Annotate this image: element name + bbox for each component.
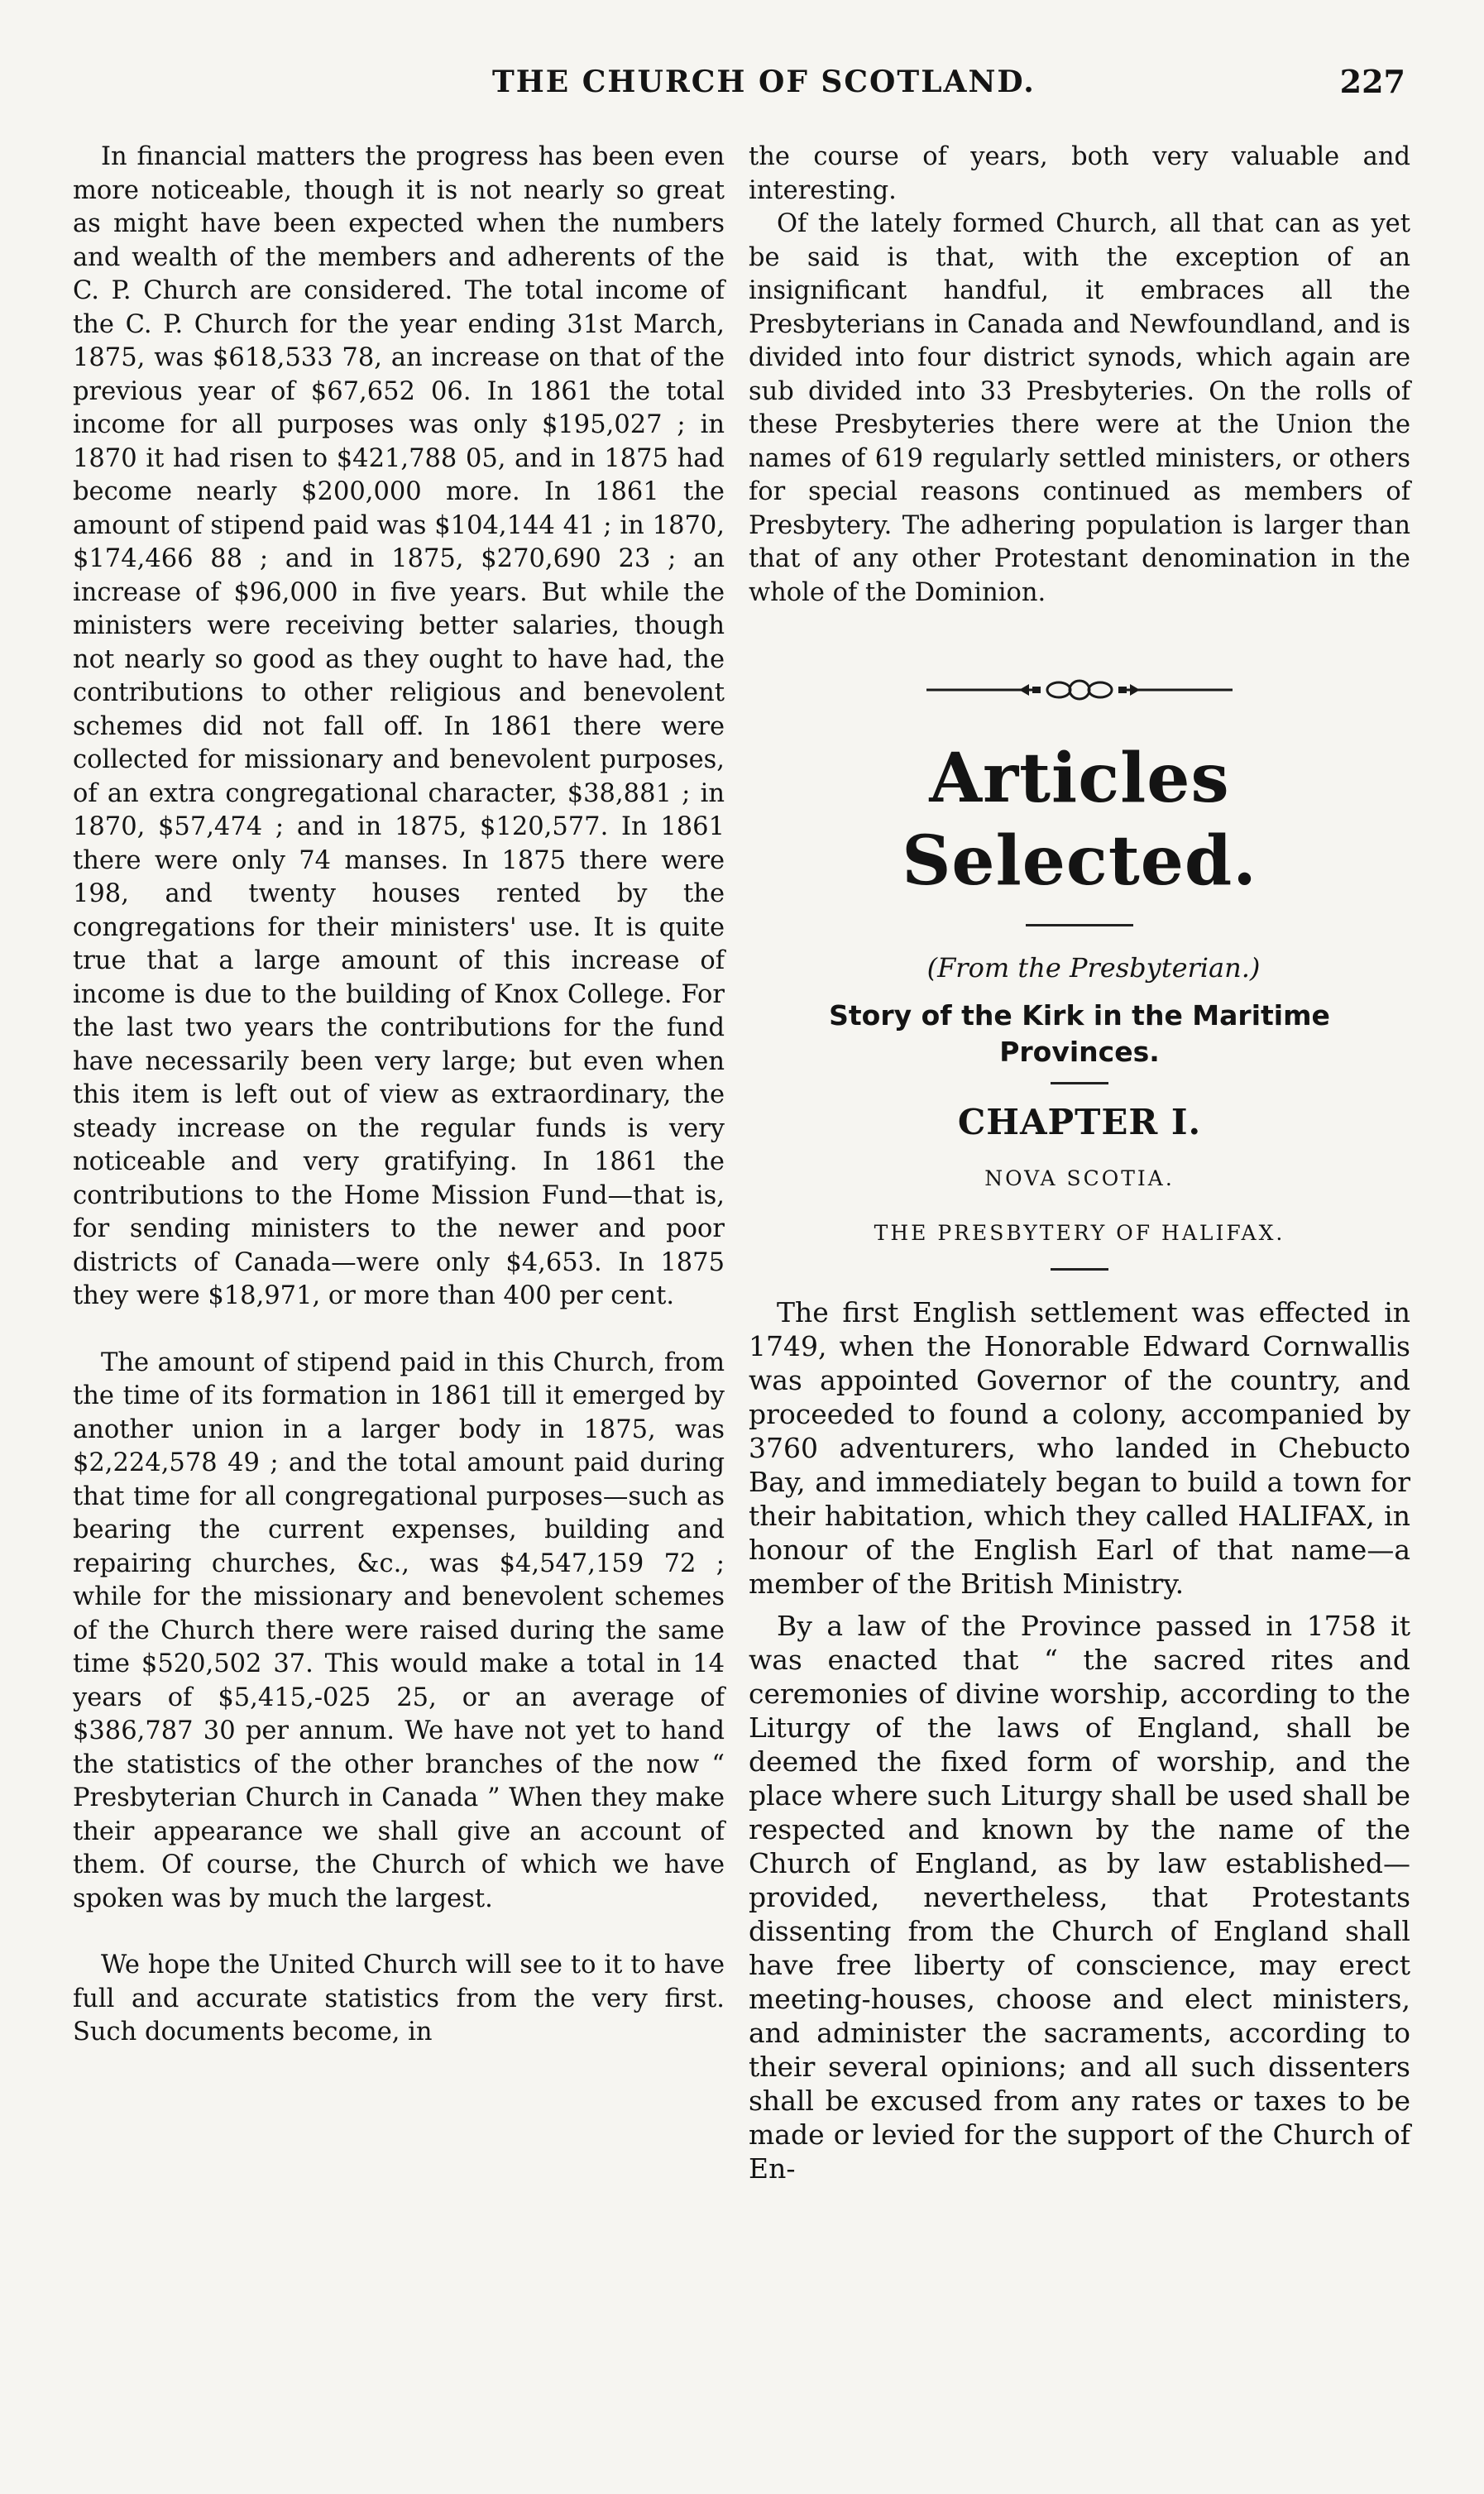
divider bbox=[1026, 924, 1133, 926]
running-title: THE CHURCH OF SCOTLAND. bbox=[492, 65, 1036, 99]
article-title: Story of the Kirk in the Maritime Provinces. bbox=[829, 999, 1330, 1068]
divider bbox=[1051, 1082, 1108, 1084]
source-note: (From the Presbyterian.) bbox=[926, 952, 1261, 984]
chapter-heading: CHAPTER I. bbox=[957, 1102, 1202, 1142]
paragraph: In financial matters the progress has been even more noticeable, though it is not nearly so great as might have been expected when the numbers and wealth of the members and adherents of the C. P. Church are considered. The total income of the C. P. Church for the year ending 31st March, 1875, was $618,533 78, an increase on that of the previous year of $67,652 06. In 1861 the total income for all purposes was only $195,027 ; in 1870 it had risen to $421,788 05, and in 1875 had become nearly $200,000 more. In 1861 the amount of stipend paid was $104,144 41 ; in 1870, $174,466 88 ; and in 1875, $270,690 23 ; an increase of $96,000 in five years. But while the ministers were receiving better salaries, though not nearly so good as they ought to have had, the contributions to other religious and benevolent schemes did not fall off. In 1861 there were collected for missionary and benevolent purposes, of an extra congregational character, $38,881 ; in 1870, $57,474 ; and in 1875, $120,577. In 1861 there were only 74 manses. In 1875 there were 198, and twenty houses rented by the congregations for their ministers' use. It is quite true that a large amount of this increase of income is due to the building of Knox College. For the last two years the contributions for the fund have necessarily been very large; but even when this item is left out of view as extraordinary, the steady increase on the regular funds is very noticeable and very gratifying. In 1861 the contributions to the Home Mission Fund—that is, for sending ministers to the newer and poor districts of Canada—were only $4,653. In 1875 they were $18,971, or more than 400 per cent. bbox=[73, 142, 725, 1310]
subheading-presbytery: THE PRESBYTERY OF HALIFAX. bbox=[874, 1221, 1285, 1245]
paragraph: We hope the United Church will see to it to have full and accurate statistics from the very first. Such documents become, in bbox=[73, 1951, 725, 2046]
paragraph: The amount of stipend paid in this Church, from the time of its formation in 1861 till it emerged by another union in a larger body in 1875, was $2,224,578 49 ; and the total amount paid during that time for all congregational purposes—such as bearing the current expenses, building and repairing churches, &c., was $4,547,159 72 ; while for the missionary and benevolent schemes of the Church there were raised during the same time $520,502 37. This would make a total in 14 years of $5,415,-025 25, or an average of $386,787 30 per annum. We have not yet to hand the statistics of the other branches of the now “ Presbyterian Church in Canada ” When they make their appearance we shall give an account of them. Of course, the Church of which we have spoken was by much the largest. bbox=[73, 1348, 725, 1913]
paragraph: The first English settlement was effected in 1749, when the Honorable Edward Cornwallis was appointed Governor of the country, and proceeded to found a colony, accompanied by 3760 adventurers, who landed in Chebucto Bay, and immediately began to build a town for their habitation, which they called HALIFAX, in honour of the English Earl of that name—a member of the British Ministry. bbox=[749, 1296, 1410, 1600]
ornamental-divider bbox=[749, 677, 1410, 702]
ornament-icon bbox=[926, 677, 1233, 702]
paragraph: Of the lately formed Church, all that can as yet be said is that, with the exception of an insignificant handful, it embraces all the Presbyterians in Canada and Newfoundland, and is divided into four district synods, which again are sub divided into 33 Presbyteries. On the rolls of these Presbyteries there were at the Union the names of 619 regularly settled ministers, or others for special reasons continued as members of Presbytery. The adhering population is larger than that of any other Protestant denomination in the whole of the Dominion. bbox=[749, 209, 1410, 607]
right-column bbox=[749, 141, 1410, 2494]
article-body bbox=[749, 1295, 1410, 2185]
divider bbox=[1051, 1268, 1108, 1271]
subheading-nova-scotia: NOVA SCOTIA. bbox=[984, 1166, 1175, 1190]
paragraph: the course of years, both very valuable and interesting. bbox=[749, 142, 1410, 205]
running-head bbox=[0, 58, 1484, 116]
section-heading: Articles Selected. bbox=[902, 739, 1257, 901]
paragraph: By a law of the Province passed in 1758 it was enacted that “ the sacred rites and ceremonies of divine worship, according to the Liturgy of the laws of England, shall be deemed the fixed form of worship, and the place where such Liturgy shall be used shall be respected and known by the name of the Church of England, as by law established—provided, nevertheless, that Protestants dissenting from the Church of England shall have free liberty of conscience, may erect meeting-houses, choose and elect ministers, and administer the sacraments, according to their several opinions; and all such dissenters shall be excused from any rates or taxes to be made or levied for the support of the Church of En- bbox=[749, 1610, 1410, 2185]
left-column bbox=[73, 141, 725, 2494]
page-number: 227 bbox=[1339, 63, 1405, 100]
